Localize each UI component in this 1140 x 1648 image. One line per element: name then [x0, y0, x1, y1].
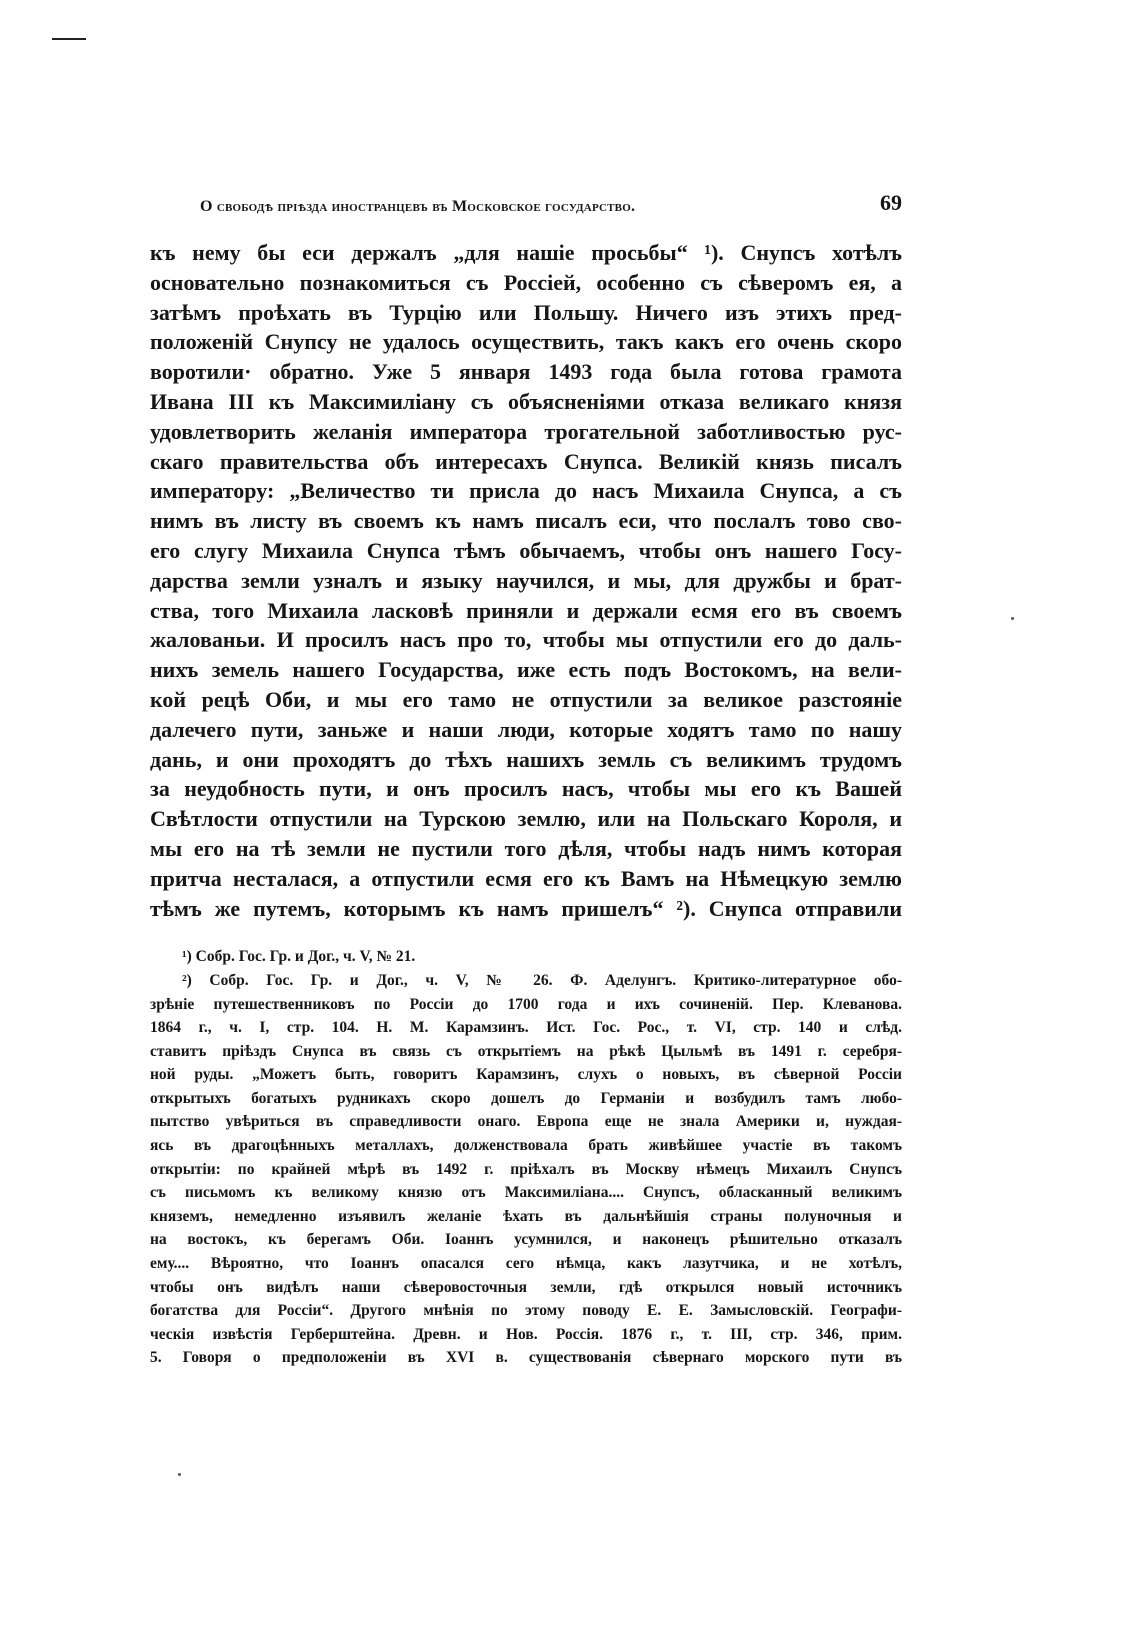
text-line: Свѣтлости отпустили на Турскою землю, или на Польскаго Короля, и: [150, 806, 902, 832]
text-line: основательно познакомиться съ Россіей, особенно съ сѣверомъ ея, а: [150, 269, 902, 295]
text-line: далечего пути, заньже и наши люди, которые ходятъ тамо по нашу: [150, 716, 902, 742]
footnotes: [150, 945, 902, 1370]
footnote-line: княземъ, немедленно изъявилъ желаніе ѣхать въ дальнѣйшія страны полуночныя и: [150, 1207, 902, 1225]
text-line: ства, того Михаила ласковѣ приняли и держали есмя его въ своемъ: [150, 597, 902, 623]
body-text: [150, 238, 902, 923]
text-line: нихъ земель нашего Государства, иже есть подъ Востокомъ, на вели-: [150, 657, 902, 683]
text-line: положеній Снупсу не удалось осуществить, такъ какъ его очень скоро: [150, 329, 902, 355]
text-line: дань, и они проходятъ до тѣхъ нашихъ земль съ великимъ трудомъ: [150, 746, 902, 772]
footnote-line: ческія извѣстія Герберштейна. Древн. и Нов. Россія. 1876 г., т. III, стр. 346, прим.: [150, 1325, 902, 1343]
footnote-line: зрѣніе путешественниковъ по Россіи до 1700 года и ихъ сочиненій. Пер. Клеванова.: [150, 995, 902, 1013]
footnote-line: открытіи: по крайней мѣрѣ въ 1492 г. пріѣхалъ въ Москву нѣмецъ Михаилъ Снупсъ: [150, 1160, 902, 1178]
page-number: 69: [880, 190, 902, 215]
footnote-line: 1864 г., ч. I, стр. 104. Н. М. Карамзинъ. Ист. Гос. Рос., т. VI, стр. 140 и слѣд.: [150, 1019, 902, 1037]
scan-margin-mark: [52, 38, 86, 40]
text-line: нимъ въ листу въ своемъ къ намъ писалъ еси, что послалъ тово сво-: [150, 508, 902, 534]
text-line: жалованьи. И просилъ насъ про то, чтобы мы отпустили его до даль-: [150, 627, 902, 653]
text-line: за неудобность пути, и онъ просилъ насъ, чтобы мы его къ Вашей: [150, 776, 902, 802]
footnote-line: пытство увѣриться въ справедливости онаго. Европа еще не знала Америки и, нуждая-: [150, 1113, 902, 1131]
text-line: скаго правительства объ интересахъ Снупса. Великій князь писалъ: [150, 448, 902, 474]
scan-speck: [178, 1473, 181, 1476]
text-line: тѣмъ же путемъ, которымъ къ намъ пришелъ“ ²). Снупса отправили: [150, 895, 902, 921]
text-line: удовлетворить желанія императора трогательной заботливостью рус-: [150, 418, 902, 444]
text-line: притча несталася, а отпустили есмя его къ Вамъ на Нѣмецкую землю: [150, 865, 902, 891]
footnote-line: чтобы онъ видѣлъ наши сѣверовосточныя земли, гдѣ открылся новый источникъ: [150, 1278, 902, 1296]
footnote-line: ему.... Вѣроятно, что Іоаннъ опасался сего нѣмца, какъ лазутчика, и не хотѣлъ,: [150, 1255, 902, 1273]
text-line: къ нему бы еси держалъ „для нашіе просьбы“ ¹). Снупсъ хотѣлъ: [150, 240, 902, 265]
footnote-line: ставитъ пріѣздъ Снупса въ связь съ открытіемъ на рѣкѣ Цыльмѣ въ 1491 г. серебря-: [150, 1042, 902, 1060]
text-line: воротили· обратно. Уже 5 января 1493 года была готова грамота: [150, 359, 902, 385]
footnote-line: ясь въ драгоцѣнныхъ металлахъ, долженствовала брать живѣйшее участіе въ такомъ: [150, 1137, 902, 1155]
text-line: мы его на тѣ земли не пустили того дѣля, чтобы надъ нимъ которая: [150, 835, 902, 861]
footnote-line: богатства для Россіи“. Другого мнѣнія по этому поводу Е. Е. Замысловскій. Географи-: [150, 1302, 902, 1320]
running-head: [150, 190, 902, 224]
text-line: его слугу Михаила Снупса тѣмъ обычаемъ, чтобы онъ нашего Госу-: [150, 537, 902, 563]
footnote-2: ²) Собр. Гос. Гр. и Дог., ч. V, № 26. Ф. Аделунгъ. Критико-литературное обо-: [182, 971, 902, 989]
text-line: затѣмъ проѣхать въ Турцію или Польшу. Ничего изъ этихъ пред-: [150, 299, 902, 325]
footnote-line: 5. Говоря о предположеніи въ XVI в. существованія сѣвернаго морского пути въ: [150, 1349, 902, 1367]
text-line: императору: „Величество ти присла до насъ Михаила Снупса, а съ: [150, 478, 902, 504]
book-page: [150, 190, 902, 1370]
footnote-line: съ письмомъ къ великому князю отъ Максимиліана.... Снупсъ, обласканный великимъ: [150, 1184, 902, 1202]
text-line: дарства земли узналъ и языку научился, и мы, для дружбы и брат-: [150, 567, 902, 593]
text-line: Ивана III къ Максимиліану съ объясненіями отказа великаго князя: [150, 388, 902, 414]
footnote-line: ной руды. „Можетъ быть, говоритъ Карамзинъ, слухъ о новыхъ, въ сѣверной Россіи: [150, 1066, 902, 1084]
footnote-1: ¹) Собр. Гос. Гр. и Дог., ч. V, № 21.: [182, 948, 416, 966]
scan-speck: [1011, 617, 1014, 620]
footnote-line: открытыхъ богатыхъ рудникахъ скоро дошелъ до Германіи и возбудилъ тамъ любо-: [150, 1089, 902, 1107]
running-title: О свободѣ пріѣзда иностранцевъ въ Московское государство.: [200, 198, 636, 215]
text-line: кой рецѣ Оби, и мы его тамо не отпустили за великое разстояніе: [150, 686, 902, 712]
footnote-line: на востокъ, къ берегамъ Оби. Іоаннъ усумнился, и наконецъ рѣшительно отказалъ: [150, 1231, 902, 1249]
